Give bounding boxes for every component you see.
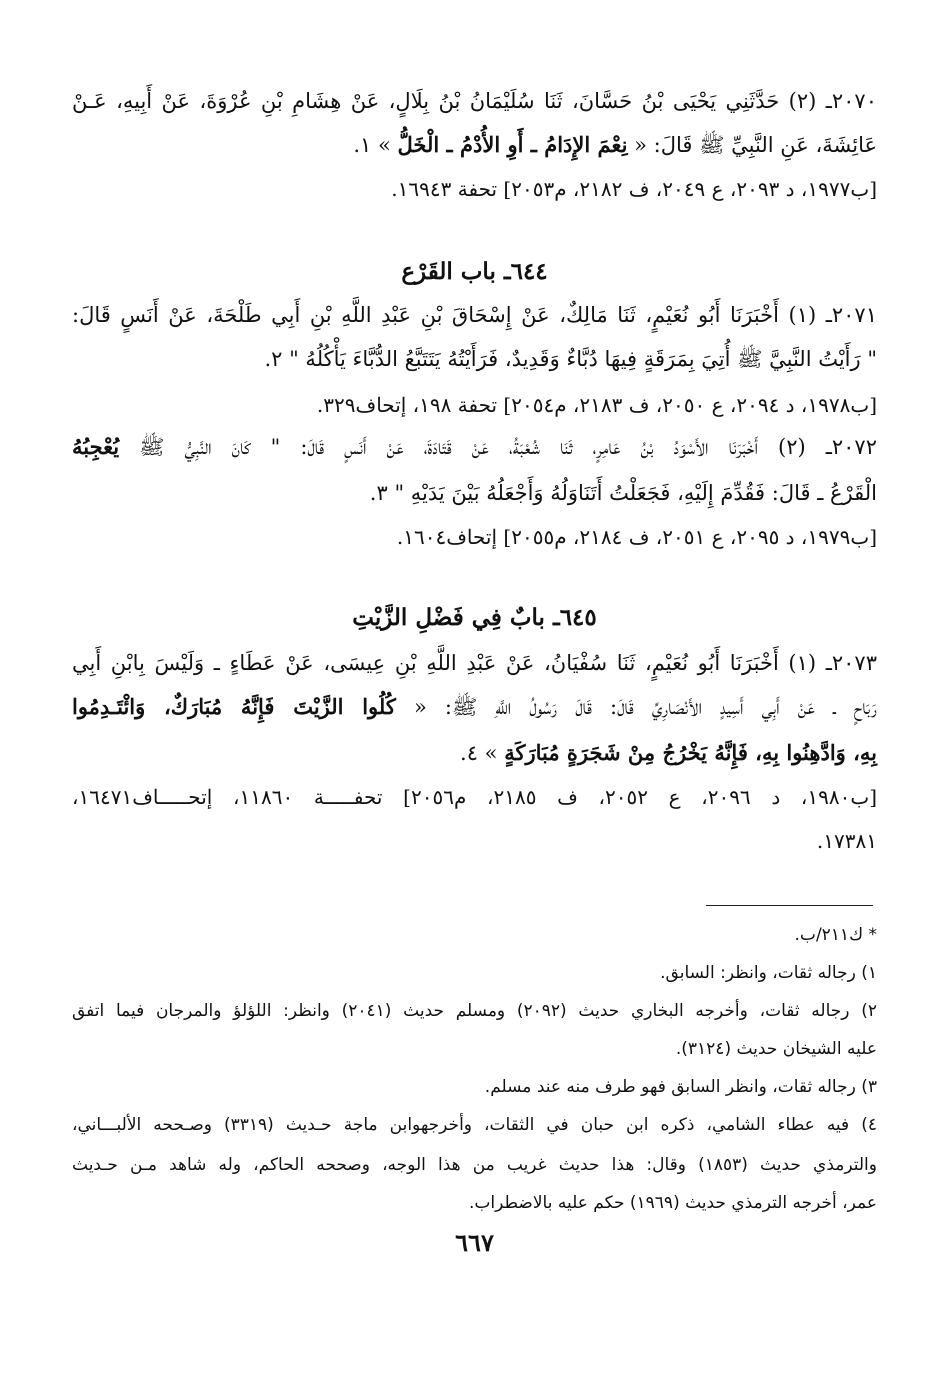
hadith-2073-references-line-2: ١٧٣٨١. [816,829,877,853]
hadith-2072-references: [ب١٩٧٩، د ٢٠٩٥، ع ٢٠٥١، ف ٢١٨٤، م٢٠٥٥] إتحاف١٦٠٤. [396,525,877,549]
hadith-2072-intro: ٢٠٧٢ـ (٢) أَخْبَرَنَا الأَسْوَدُ بْنُ عَامِرٍ، ثَنَا شُعْبَةُ، عَنْ قَتَادَةَ، عَنْ أَنَسٍ قَالَ: " كَانَ النَّبِيُّ ﷺ [119,435,877,459]
hadith-2072-line-2: الْقَرْعُ ـ قَالَ: فَقُدِّمَ إِلَيْهِ، فَجَعَلْتُ أَتَنَاوَلُهُ وَأَجْعَلُهُ بَيْنَ يَدَيْهِ " ٣. [369,481,877,505]
hadith-2073-matn-part-2: بِهِ، وَادَّهِنُوا بِهِ، فَإِنَّهُ يَخْرُجُ مِنْ شَجَرَةٍ مُبَارَكَةٍ [504,740,877,765]
hadith-2072-line-1 [72,432,877,462]
hadith-2070-intro: عَائِشَةَ، عَنِ النَّبِيِّ ﷺ قَالَ: « [627,133,877,157]
hadith-2073-matn-part-1: كُلُوا الزَّيْتَ فَإِنَّهُ مُبَارَكٌ، وَائْتَـدِمُوا [72,694,396,719]
footnote-manuscript: * ك٢١١/ب. [794,925,877,945]
hadith-2071-line-2: " رَأَيْتُ النَّبِيَّ ﷺ أُتِيَ بِمَرَقَةٍ فِيهَا دُبَّاءٌ وَقَدِيدٌ، فَرَأَيْتُهُ يَتَتَبَّعُ الدُّبَّاءَ يَأْكُلُهُ " ٢. [264,347,877,371]
footnote-4-line-3: عمر، أخرجه الترمذي حديث (١٩٦٩) حكم عليه بالاضطراب. [468,1193,877,1213]
hadith-2073-footnote-ref: » ٤. [460,741,505,765]
hadith-2073-line-3 [72,738,877,768]
hadith-2070-line-1: ٢٠٧٠ـ (٢) حَدَّثَنِي يَحْيَى بْنُ حَسَّانَ، ثَنَا سُلَيْمَانُ بْنُ بِلَالٍ، عَنْ هِشَامِ بْنِ عُرْوَةَ، عَنْ أَبِيهِ، عَـنْ [72,89,877,113]
footnote-4-line-1: ٤) فيه عطاء الشامي، ذكره ابن حبان في الثقات، وأخرجهوابن ماجة حـديث (٣٣١٩) وصـححه الألبـــاني، [72,1115,877,1135]
footnote-1: ١) رجاله ثقات، وانظر: السابق. [660,963,877,983]
hadith-2073-line-1: ٢٠٧٣ـ (١) أَخْبَرَنَا أَبُو نُعَيْمٍ، ثَنَا سُفْيَانُ، عَنْ عَبْدِ اللَّهِ بْنِ عِيسَى، عَنْ عَطَاءٍ ـ وَلَيْسَ بِابْنِ أَبِي [72,651,877,675]
footnote-2-line-2: عليه الشيخان حديث (٣١٢٤). [675,1039,877,1059]
hadith-2070-line-2 [72,130,877,160]
footnote-separator [706,905,873,906]
chapter-heading-644: ٦٤٤ـ باب القَرْع [401,258,548,285]
hadith-2071-references: [ب١٩٧٨، د ٢٠٩٤، ع ٢٠٥٠، ف ٢١٨٣، م٢٠٥٤] تحفة ١٩٨، إتحاف٣٢٩. [316,393,877,417]
hadith-2071-line-1: ٢٠٧١ـ (١) أَخْبَرَنَا أَبُو نُعَيْمٍ، ثَنَا مَالِكٌ، عَنْ إِسْحَاقَ بْنِ عَبْدِ اللَّهِ بْنِ أَبِي طَلْحَةَ، عَنْ أَنَسٍ قَالَ: [72,303,877,327]
hadith-2070-references: [ب١٩٧٧، د ٢٠٩٣، ع ٢٠٤٩، ف ٢١٨٢، م٢٠٥٣] تحفة ١٦٩٤٣. [391,177,877,201]
hadith-2070-matn: نِعْمَ الإِدَامُ ـ أَوِ الأُدْمُ ـ الْخَلُّ [397,132,628,157]
chapter-heading-645: ٦٤٥ـ بابٌ فِي فَضْلِ الزَّيْتِ [352,604,597,631]
hadith-2070-footnote-ref: » ١. [353,133,398,157]
hadith-2073-references-line-1: [ب١٩٨٠، د ٢٠٩٦، ع ٢٠٥٢، ف ٢١٨٥، م٢٠٥٦] تحفـــــة ١١٨٦٠، إتحـــــاف١٦٤٧١، [72,785,877,809]
footnote-3: ٣) رجاله ثقات، وانظر السابق فهو طرف منه عند مسلم. [484,1077,877,1097]
footnote-2-line-1: ٢) رجاله ثقات، وأخرجه البخاري حديث (٢٠٩٢) ومسلم حديث (٢٠٤١) وانظر: اللؤلؤ والمرجان فيما اتفق [72,1001,877,1021]
hadith-2073-intro: رَبَاحٍ ـ عَنْ أَبِي أَسِيدٍ الأَنْصَارِيِّ قَالَ: قَالَ رَسُولُ اللَّهِ ﷺ: « [395,695,877,719]
hadith-2073-line-2 [72,692,877,722]
footnote-4-line-2: والترمذي حديث (١٨٥٣) وقال: هذا حديث غريب من هذا الوجه، وصححه الحاكم، وله شاهد مـن حـديث [72,1155,877,1175]
page-number: ٦٦٧ [455,1228,494,1257]
hadith-2072-bold-word: يُعْجِبُهُ [72,434,120,459]
